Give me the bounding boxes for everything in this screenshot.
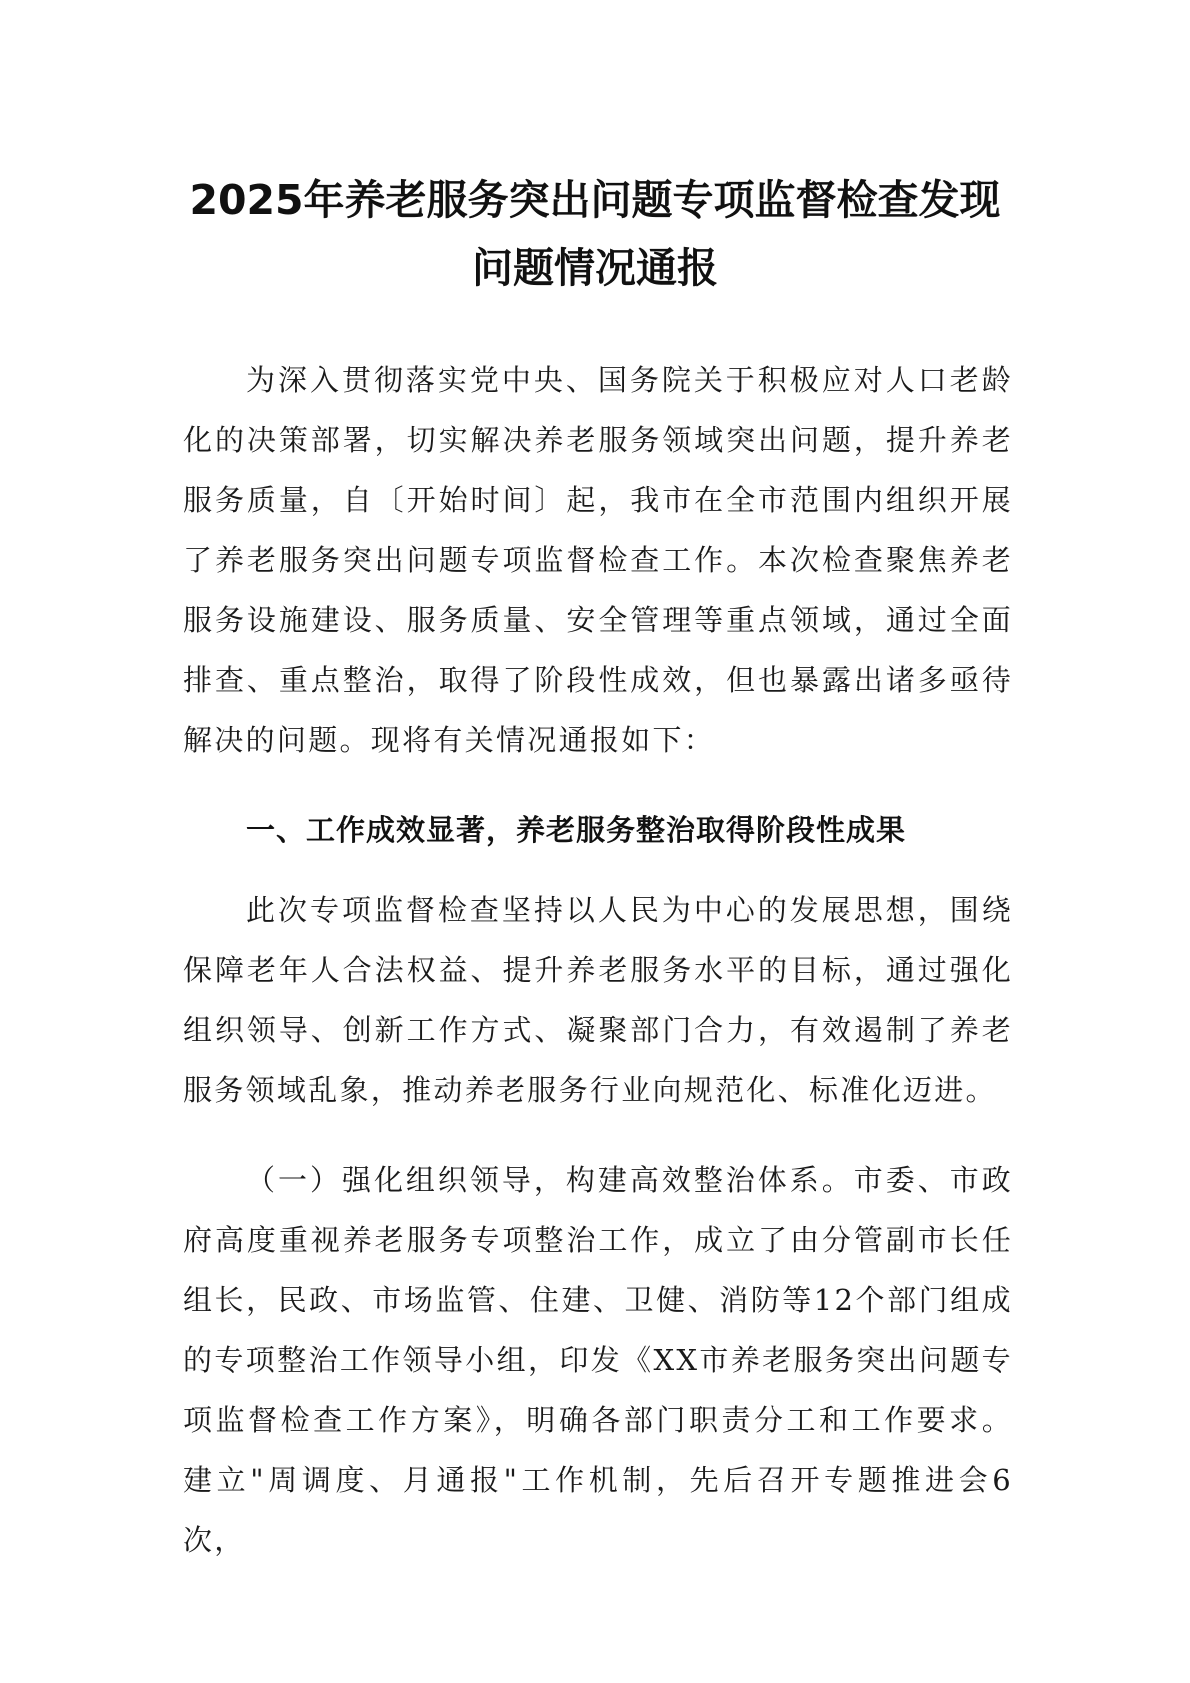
subsection-1-paragraph: （一）强化组织领导，构建高效整治体系。市委、市政府高度重视养老服务专项整治工作，成立了由分管副市长任组长，民政、市场监管、住建、卫健、消防等12个部门组成的专项整治工作领导小组，印发《XX市养老服务突出问题专项监督检查工作方案》，明确各部门职责分工和工作要求。建立"周调度、月通报"工作机制，先后召开专题推进会6次， [183,1163,1013,1557]
document-title-line-2: 问题情况通报 [472,244,718,292]
document-title-line-1: 2025年养老服务突出问题专项监督检查发现 [189,176,1001,224]
intro-paragraph: 为深入贯彻落实党中央、国务院关于积极应对人口老龄化的决策部署，切实解决养老服务领域突出问题，提升养老服务质量，自〔开始时间〕起，我市在全市范围内组织开展了养老服务突出问题专项监督检查工作。本次检查聚焦养老服务设施建设、服务质量、安全管理等重点领域，通过全面排查、重点整治，取得了阶段性成效，但也暴露出诸多亟待解决的问题。现将有关情况通报如下： [183,363,1013,757]
section-heading-1: 一、工作成效显著，养老服务整治取得阶段性成果 [246,813,907,847]
section-1-paragraph: 此次专项监督检查坚持以人民为中心的发展思想，围绕保障老年人合法权益、提升养老服务水平的目标，通过强化组织领导、创新工作方式、凝聚部门合力，有效遏制了养老服务领域乱象，推动养老服务行业向规范化、标准化迈进。 [183,893,1013,1107]
